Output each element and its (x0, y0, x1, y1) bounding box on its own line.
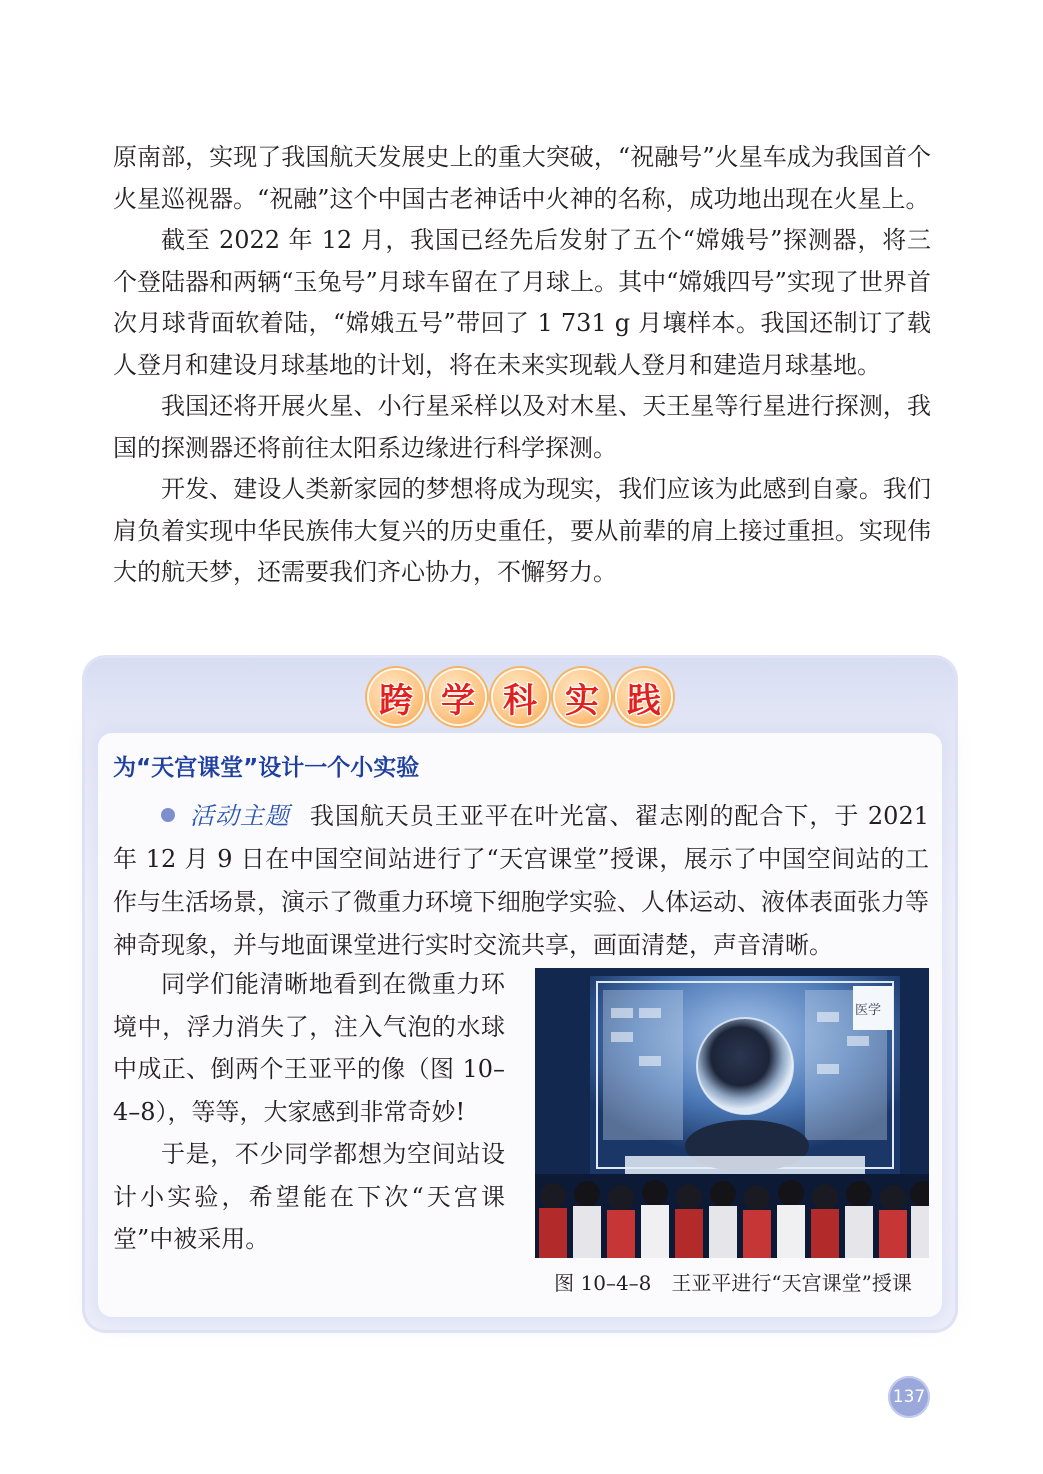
body-paragraph: 开发、建设人类新家园的梦想将成为现实，我们应该为此感到自豪。我们肩负着实现中华民族伟大复兴的历史重任，要从前辈的肩上接过重担。实现伟大的航天梦，还需要我们齐心协力，不懈努力。 (113, 475, 931, 586)
screen-label: 医学 (855, 1003, 882, 1018)
cross-discipline-panel (82, 655, 958, 1333)
figure-caption: 图 10–4–8 王亚平进行“天宫课堂”授课 (554, 1271, 912, 1295)
banner-char: 践 (617, 670, 671, 724)
banner-char: 科 (493, 670, 547, 724)
figure-photo (535, 968, 929, 1258)
practice-title: 为“天宫课堂”设计一个小实验 (113, 755, 420, 781)
activity-theme-paragraph (113, 795, 929, 967)
classroom-photo-illustration (535, 968, 929, 1258)
banner-char: 跨 (369, 670, 423, 724)
body-text (113, 137, 931, 594)
side-paragraph: 于是，不少同学都想为空间站设计小实验，希望能在下次“天宫课堂”中被采用。 (113, 1140, 505, 1253)
side-text (113, 963, 505, 1261)
activity-theme-text: 我国航天员王亚平在叶光富、翟志刚的配合下，于 2021 年 12 月 9 日在中国空间站进行了“天宫课堂”授课，展示了中国空间站的工作与生活场景，演示了微重力环境下细胞学实验、人体运动、液体表面张力等神奇现象，并与地面课堂进行实时交流共享，画面清楚，声音清晰。 (113, 802, 929, 959)
banner-char: 实 (555, 670, 609, 724)
bullet-dot-icon (161, 808, 175, 822)
activity-theme-label: 活动主题 (189, 802, 290, 830)
page-number-badge (888, 1376, 930, 1418)
panel-banner (369, 670, 671, 726)
side-paragraph: 同学们能清晰地看到在微重力环境中，浮力消失了，注入气泡的水球中成正、倒两个王亚平的像（图 10–4–8），等等，大家感到非常奇妙! (113, 970, 505, 1126)
page-number: 137 (892, 1387, 926, 1407)
banner-char: 学 (431, 670, 485, 724)
body-paragraph: 原南部，实现了我国航天发展史上的重大突破，“祝融号”火星车成为我国首个火星巡视器。“祝融”这个中国古老神话中火神的名称，成功地出现在火星上。 (113, 143, 931, 213)
body-paragraph: 截至 2022 年 12 月，我国已经先后发射了五个“嫦娥号”探测器，将三个登陆器和两辆“玉兔号”月球车留在了月球上。其中“嫦娥四号”实现了世界首次月球背面软着陆，“嫦娥五号”带回了 1 731 g 月壤样本。我国还制订了载人登月和建设月球基地的计划，将在未来实现载人登月和建造月球基地。 (113, 226, 931, 379)
body-paragraph: 我国还将开展火星、小行星采样以及对木星、天王星等行星进行探测，我国的探测器还将前往太阳系边缘进行科学探测。 (113, 392, 931, 462)
